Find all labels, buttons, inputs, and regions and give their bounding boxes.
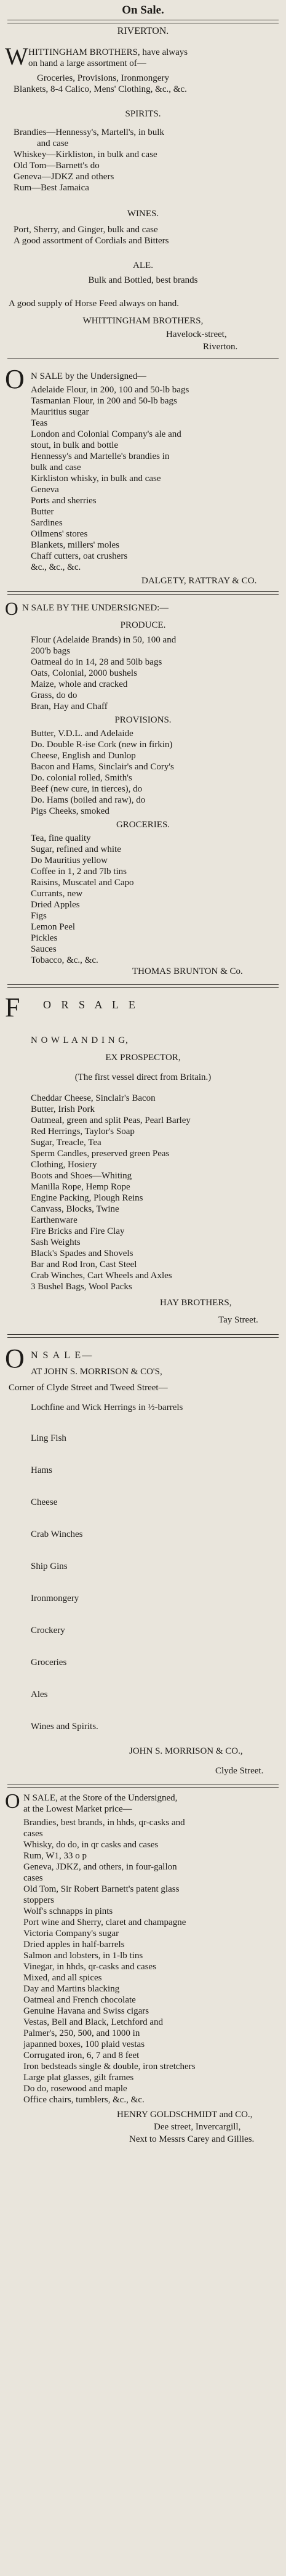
ad5-item: Cheese (31, 1497, 58, 1507)
divider (7, 1334, 279, 1338)
ad1-spirit: and case (37, 139, 69, 148)
ad2-item: London and Colonial Company's ale and (31, 429, 181, 439)
ad4-item: Manilla Rope, Hemp Rope (31, 1182, 130, 1192)
ad3-provision-item: Beef (new cure, in tierces), do (31, 784, 143, 794)
ad6-item: Genuine Havana and Swiss cigars (23, 2006, 149, 2016)
ad5-store: AT JOHN S. MORRISON & CO'S, (31, 1367, 162, 1377)
ad3-grocery-item: Figs (31, 911, 47, 921)
ad6-item: Large plat glasses, gilt frames (23, 2073, 134, 2083)
ad6-item: Whisky, do do, in qr casks and cases (23, 1840, 159, 1850)
ad4-item: Bar and Rod Iron, Cast Steel (31, 1260, 137, 1270)
ad6-item: Palmer's, 250, 500, and 1000 in (23, 2028, 140, 2038)
ad6-item: japanned boxes, 100 plaid vestas (23, 2039, 145, 2049)
divider (7, 358, 279, 359)
ad2-item: Butter (31, 507, 54, 517)
ad6-signature: HENRY GOLDSCHMIDT and CO., (117, 2110, 253, 2120)
ad6-item: Vinegar, in hhds, qr-casks and cases (23, 1962, 157, 1972)
ad4-signature: HAY BROTHERS, (160, 1298, 232, 1308)
ad6-item: Brandies, best brands, in hhds, qr-casks and (23, 1818, 185, 1828)
ad3-grocery-item: Do Mauritius yellow (31, 856, 108, 865)
ad6-item: Corrugated iron, 6, 7 and 8 feet (23, 2051, 140, 2060)
ad6-item: cases (23, 1873, 43, 1883)
ad3-produce-item: Bran, Hay and Chaff (31, 702, 108, 711)
ad1-item: Blankets, 8-4 Calico, Mens' Clothing, &c., &c. (14, 84, 187, 94)
ad4-note: (The first vessel direct from Britain.) (74, 1072, 212, 1082)
ad3-grocery-item: Currants, new (31, 889, 83, 899)
ad6-item: Office chairs, tumblers, &c., &c. (23, 2095, 145, 2105)
ad2-intro: N SALE by the Undersigned— (31, 371, 147, 381)
ad1-wines-heading: WINES. (127, 209, 159, 219)
ad2-item: Geneva (31, 485, 59, 495)
ad5-dropcap: O (5, 1343, 25, 1374)
ad6-item: Wolf's schnapps in pints (23, 1906, 113, 1916)
ad5-street: Clyde Street. (215, 1766, 264, 1776)
ad3-produce-item: Flour (Adelaide Brands) in 50, 100 and (31, 635, 177, 645)
ad1-signature: WHITTINGHAM BROTHERS, (82, 316, 204, 326)
ad3-produce-item: Oatmeal do in 14, 28 and 50lb bags (31, 657, 162, 667)
ad3-provision-item: Bacon and Hams, Sinclair's and Cory's (31, 762, 174, 772)
ad3-grocery-item: Dried Apples (31, 900, 80, 910)
ad6-item: stoppers (23, 1895, 54, 1905)
ad5-on-sale: N S A L E— (31, 1350, 93, 1361)
ad3-grocery-item: Lemon Peel (31, 922, 76, 932)
ad1-feed: A good supply of Horse Feed always on hand. (9, 299, 180, 309)
ad3-grocery-item: Coffee in 1, 2 and 7lb tins (31, 867, 127, 877)
ad4-street: Tay Street. (218, 1315, 258, 1325)
ad5-signature: JOHN S. MORRISON & CO., (129, 1746, 243, 1756)
ad1-address-line1: Havelock-street, (166, 330, 227, 339)
ad6-item: Dried apples in half-barrels (23, 1940, 125, 1950)
ad3-provision-item: Pigs Cheeks, smoked (31, 806, 109, 816)
ad2-item: Blankets, millers' moles (31, 540, 119, 550)
ad6-item: Vestas, Bell and Black, Letchford and (23, 2017, 164, 2027)
ad3-produce-heading: PRODUCE. (120, 620, 166, 630)
ad3-intro: N SALE BY THE UNDERSIGNED:— (22, 603, 169, 613)
ad3-provision-item: Cheese, English and Dunlop (31, 751, 136, 761)
ad2-item: Adelaide Flour, in 200, 100 and 50-lb bags (31, 385, 189, 395)
ad2-item: bulk and case (31, 463, 81, 472)
ad1-spirit: Geneva—JDKZ and others (14, 172, 114, 182)
ad1-wine: Port, Sherry, and Ginger, bulk and case (14, 225, 158, 235)
ad4-item: Sash Weights (31, 1237, 81, 1247)
ad1-spirits-heading: SPIRITS. (125, 109, 161, 119)
ad4-now-landing: N O W L A N D I N G, (31, 1035, 129, 1045)
ad5-item: Ling Fish (31, 1433, 66, 1443)
ad5-item: Ship Gins (31, 1561, 68, 1571)
ad3-grocery-item: Tea, fine quality (31, 833, 91, 843)
ad4-item: Sugar, Treacle, Tea (31, 1138, 101, 1148)
ad3-grocery-item: Sugar, refined and white (31, 844, 121, 854)
ad5-item: Crockery (31, 1626, 65, 1635)
ad6-item: Day and Martins blacking (23, 1984, 120, 1994)
ad3-dropcap: O (5, 599, 18, 619)
ad6-item: Victoria Company's sugar (23, 1929, 119, 1938)
ad4-item: Earthenware (31, 1215, 77, 1225)
ad4-item: Butter, Irish Pork (31, 1104, 95, 1114)
ad5-item: Groceries (31, 1658, 67, 1667)
ad3-provision-item: Do. colonial rolled, Smith's (31, 773, 132, 783)
ad6-item: cases (23, 1829, 43, 1839)
ad6-item: Rum, W1, 33 o p (23, 1851, 87, 1861)
ad6-item: Iron bedsteads single & double, iron stretchers (23, 2062, 196, 2072)
ad1-spirit: Rum—Best Jamaica (14, 183, 89, 193)
ad1-ale: Bulk and Bottled, best brands (88, 275, 198, 285)
ad3-produce-item: Grass, do do (31, 691, 77, 700)
ad1-wine: A good assortment of Cordials and Bitters (14, 236, 169, 246)
ad3-provision-item: Do. Double R-ise Cork (new in firkin) (31, 740, 173, 750)
ad6-item: Geneva, JDKZ, and others, in four-gallon (23, 1862, 177, 1872)
ad3-produce-item: 200'b bags (31, 646, 70, 656)
ad6-item: Oatmeal and French chocolate (23, 1995, 136, 2005)
ad4-item: Black's Spades and Shovels (31, 1249, 133, 1258)
ad1-item: Groceries, Provisions, Ironmongery (37, 73, 169, 83)
ad4-dropcap: F (5, 992, 20, 1023)
ad3-provision-item: Do. Hams (boiled and raw), do (31, 795, 146, 805)
page-title: On Sale. (122, 4, 164, 17)
ad6-item: Old Tom, Sir Robert Barnett's patent glass (23, 1884, 180, 1894)
ad4-item: Crab Winches, Cart Wheels and Axles (31, 1271, 172, 1281)
ad2-item: Kirkliston whisky, in bulk and case (31, 474, 161, 484)
ad4-item: Canvass, Blocks, Twine (31, 1204, 119, 1214)
ad2-item: Teas (31, 418, 48, 428)
ad4-item: Clothing, Hosiery (31, 1160, 97, 1170)
ad6-address-line2: Next to Messrs Carey and Gillies. (129, 2134, 255, 2144)
ad6-item: Do do, rosewood and maple (23, 2084, 127, 2094)
ad5-item: Crab Winches (31, 1529, 83, 1539)
ad3-grocery-item: Tobacco, &c., &c. (31, 955, 98, 965)
ad4-item: 3 Bushel Bags, Wool Packs (31, 1282, 132, 1292)
ad6-intro-line2: at the Lowest Market price— (23, 1804, 132, 1814)
ad6-item: Salmon and lobsters, in 1-lb tins (23, 1951, 143, 1961)
ad4-item: Boots and Shoes—Whiting (31, 1171, 132, 1181)
ad2-item: Chaff cutters, oat crushers (31, 551, 128, 561)
ad2-item: &c., &c., &c. (31, 562, 81, 572)
ad4-ship: EX PROSPECTOR, (105, 1053, 181, 1063)
divider (7, 1784, 279, 1788)
ad2-item: Hennessy's and Martelle's brandies in (31, 452, 170, 461)
ad4-item: Fire Bricks and Fire Clay (31, 1226, 125, 1236)
ad4-item: Cheddar Cheese, Sinclair's Bacon (31, 1093, 156, 1103)
ad3-provisions-heading: PROVISIONS. (114, 715, 172, 725)
ad1-spirit: Whiskey—Kirkliston, in bulk and case (14, 150, 157, 160)
divider (7, 591, 279, 595)
ad3-grocery-item: Raisins, Muscatel and Capo (31, 878, 134, 888)
ad5-item: Ironmongery (31, 1594, 79, 1603)
ad3-provision-item: Butter, V.D.L. and Adelaide (31, 729, 133, 739)
ad1-spirit: Old Tom—Barnett's do (14, 161, 100, 171)
ad2-dropcap: O (5, 364, 25, 394)
ad5-item: Wines and Spirits. (31, 1722, 98, 1732)
ad4-item: Oatmeal, green and split Peas, Pearl Barley (31, 1116, 191, 1125)
ad1-spirit: Brandies—Hennessy's, Martell's, in bulk (14, 128, 164, 137)
ad1-address-line2: Riverton. (203, 342, 238, 352)
ad6-item: Mixed, and all spices (23, 1973, 102, 1983)
ad3-signature: THOMAS BRUNTON & Co. (132, 966, 243, 976)
ad4-item: Engine Packing, Plough Reins (31, 1193, 143, 1203)
ad6-intro-line1: N SALE, at the Store of the Undersigned, (23, 1793, 178, 1803)
ad1-intro-line1: HITTINGHAM BROTHERS, have always (28, 47, 188, 57)
ad3-produce-item: Oats, Colonial, 2000 bushels (31, 668, 137, 678)
ad3-produce-item: Maize, whole and cracked (31, 679, 128, 689)
ad1-place: RIVERTON. (117, 26, 169, 36)
ad2-signature: DALGETY, RATTRAY & CO. (141, 576, 257, 586)
header-divider (7, 20, 279, 23)
ad1-intro-line2: on hand a large assortment of— (28, 59, 146, 68)
ad1-dropcap: W (5, 43, 28, 70)
ad3-groceries-heading: GROCERIES. (116, 820, 170, 830)
ad2-item: Ports and sherries (31, 496, 97, 506)
ad5-item: Lochfine and Wick Herrings in ½-barrels (31, 1403, 183, 1412)
ad2-item: Mauritius sugar (31, 407, 89, 417)
ad3-grocery-item: Sauces (31, 944, 57, 954)
ad2-item: stout, in bulk and bottle (31, 440, 119, 450)
ad5-corner: Corner of Clyde Street and Tweed Street— (9, 1383, 168, 1393)
ad2-item: Sardines (31, 518, 63, 528)
ad4-for-sale: O R S A L E (43, 999, 139, 1010)
ad2-item: Tasmanian Flour, in 200 and 50-lb bags (31, 396, 177, 406)
ad6-item: Port wine and Sherry, claret and champagne (23, 1918, 186, 1927)
ad2-item: Oilmens' stores (31, 529, 88, 539)
ad1-ale-heading: ALE. (133, 261, 153, 270)
ad5-item: Ales (31, 1690, 48, 1699)
ad4-item: Red Herrings, Taylor's Soap (31, 1127, 135, 1136)
divider (7, 984, 279, 988)
ad6-dropcap: O (5, 1790, 20, 1813)
ad4-item: Sperm Candles, preserved green Peas (31, 1149, 170, 1159)
ad6-address-line1: Dee street, Invercargill, (154, 2122, 241, 2132)
ad5-item: Hams (31, 1465, 52, 1475)
ad3-grocery-item: Pickles (31, 933, 58, 943)
